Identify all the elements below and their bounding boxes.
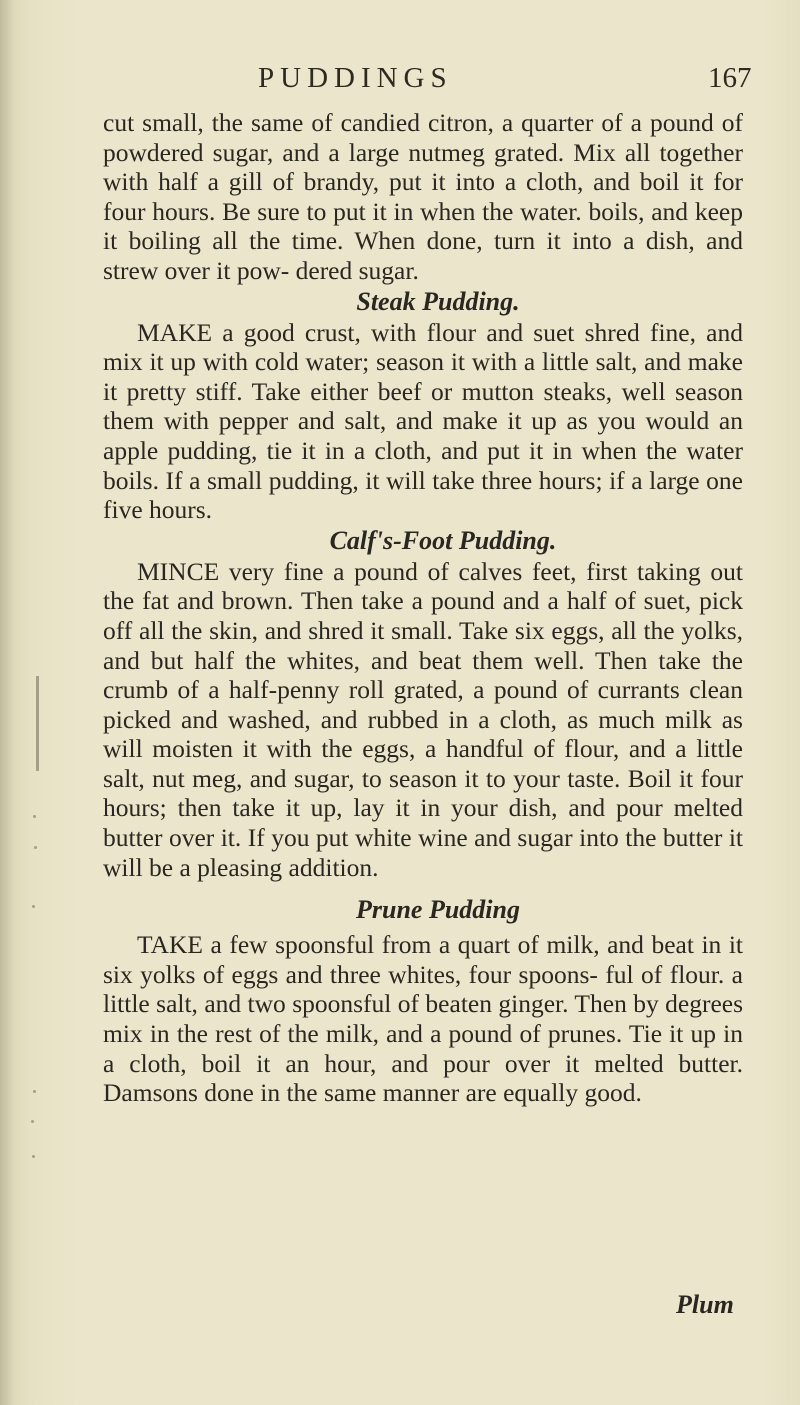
margin-rule-mark — [36, 676, 39, 771]
text-block — [103, 108, 743, 1108]
page-number: 167 — [708, 62, 752, 94]
margin-speck — [33, 815, 36, 818]
section-heading-calfs-foot-pudding: Calf's-Foot Pudding. — [329, 525, 557, 555]
margin-speck — [33, 1090, 36, 1093]
page-spine-shadow — [0, 0, 14, 1405]
section-heading-steak-pudding: Steak Pudding. — [356, 286, 520, 316]
page-header — [0, 62, 800, 102]
margin-speck — [32, 905, 35, 908]
margin-speck — [32, 1155, 35, 1158]
section-body-prune-pudding: TAKE a few spoonsful from a quart of milk, and beat in it six yolks of eggs and three whites, four spoons- ful of flour. a little salt, and two spoonsful of beaten ginger. Then by degrees mix in the rest of the milk, and a pound of prunes. Tie it up in a cloth, boil it an hour, and pour over it melted butter. Damsons done in the same manner are equally good. — [103, 930, 743, 1108]
catchword: Plum — [676, 1290, 734, 1319]
running-head: PUDDINGS — [258, 62, 453, 94]
margin-speck — [31, 1120, 34, 1123]
section-body-steak-pudding: MAKE a good crust, with flour and suet shred fine, and mix it up with cold water; season it with a little salt, and make it pretty stiff. Take either beef or mutton steaks, well season them with pepper and salt, and make it up as you would an apple pudding, tie it in a cloth, and put it in when the water boils. If a small pudding, it will take three hours; if a large one five hours. — [103, 317, 743, 525]
margin-speck — [34, 846, 37, 849]
section-heading-prune-pudding: Prune Pudding — [356, 895, 520, 925]
intro-paragraph: cut small, the same of candied citron, a quarter of a pound of powdered sugar, and a large nutmeg grated. Mix all together with half a gill of brandy, put it into a cloth, and boil it for four hours. Be sure to put it in when the water. boils, and keep it boiling all the time. When done, turn it into a dish, and strew over it pow- dered sugar. — [103, 108, 743, 285]
section-body-calfs-foot-pudding: MINCE very fine a pound of calves feet, first taking out the fat and brown. Then take a pound and a half of suet, pick off all the skin, and shred it small. Take six eggs, all the yolks, and but half the whites, and beat them well. Then take the crumb of a half-penny roll grated, a pound of currants clean picked and washed, and rubbed in a cloth, as much milk as will moisten it with the eggs, a handful of flour, and a little salt, nut meg, and sugar, to season it to your taste. Boil it four hours; then take it up, lay it in your dish, and pour melted butter over it. If you put white wine and sugar into the butter it will be a pleasing addition. — [103, 556, 743, 882]
